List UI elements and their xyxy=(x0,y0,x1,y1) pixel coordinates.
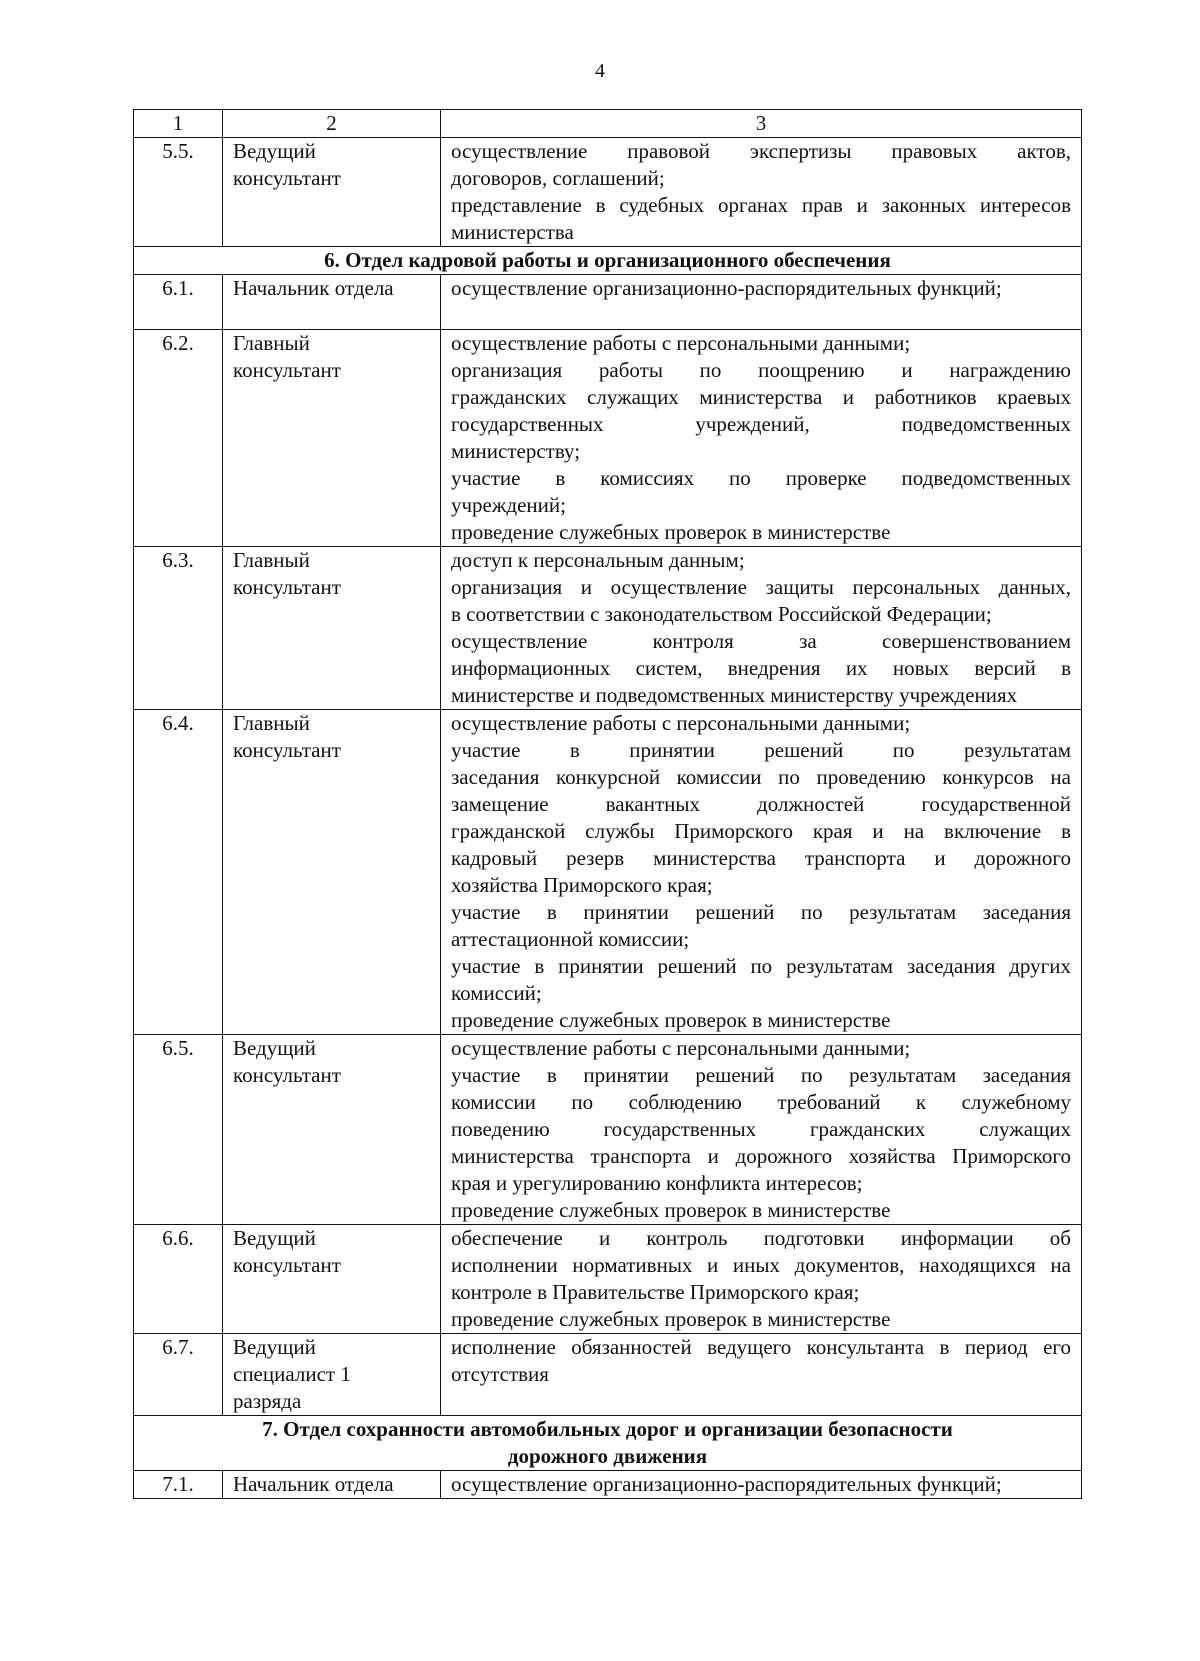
header-cell: 2 xyxy=(223,110,441,138)
position-line: Начальник отдела xyxy=(233,276,394,300)
section-heading-row xyxy=(134,1416,1082,1471)
duty-line: исполнении нормативных и иных документов, находящихся на xyxy=(451,1253,1071,1277)
item-number: 5.5. xyxy=(134,138,223,247)
duty-line: исполнение обязанностей ведущего консультанта в период его xyxy=(451,1335,1071,1359)
position-line: Ведущий xyxy=(233,139,316,163)
duty-line: участие в принятии решений по результатам заседания других xyxy=(451,954,1071,978)
item-number: 6.1. xyxy=(134,275,223,330)
position-cell xyxy=(223,1334,441,1416)
table-row xyxy=(134,1334,1082,1416)
duty-line: министерства xyxy=(451,220,574,244)
position-cell xyxy=(223,710,441,1035)
duty-line: организация и осуществление защиты персональных данных, xyxy=(451,575,1071,599)
duty-line: замещение вакантных должностей государственной xyxy=(451,792,1071,816)
duty-line: участие в принятии решений по результатам заседания xyxy=(451,1063,1071,1087)
duty-line: гражданской службы Приморского края и на включение в xyxy=(451,819,1071,843)
duties-cell xyxy=(441,547,1082,710)
duty-line: проведение служебных проверок в министерстве xyxy=(451,1008,891,1032)
duty-line: отсутствия xyxy=(451,1362,549,1386)
duties-cell xyxy=(441,1471,1082,1499)
duty-line: осуществление организационно-распорядительных функций; xyxy=(451,1472,1002,1496)
duty-line: осуществление организационно-распорядительных функций; xyxy=(451,276,1002,300)
position-cell xyxy=(223,1471,441,1499)
header-cell: 3 xyxy=(441,110,1082,138)
item-number: 6.2. xyxy=(134,330,223,547)
duty-line: заседания конкурсной комиссии по проведению конкурсов на xyxy=(451,765,1071,789)
duty-line xyxy=(451,1388,1071,1415)
position-cell xyxy=(223,1225,441,1334)
position-cell xyxy=(223,275,441,330)
duties-cell xyxy=(441,275,1082,330)
table-row xyxy=(134,1225,1082,1334)
duty-line: осуществление работы с персональными данными; xyxy=(451,711,911,735)
duty-line: организация работы по поощрению и награждению xyxy=(451,358,1071,382)
position-line: консультант xyxy=(233,358,341,382)
item-number: 6.5. xyxy=(134,1035,223,1225)
duty-line: проведение служебных проверок в министерстве xyxy=(451,1307,891,1331)
position-line: консультант xyxy=(233,1063,341,1087)
item-number: 6.6. xyxy=(134,1225,223,1334)
duty-line: осуществление работы с персональными данными; xyxy=(451,331,911,355)
position-line: Ведущий xyxy=(233,1335,316,1359)
position-cell xyxy=(223,547,441,710)
duties-cell xyxy=(441,330,1082,547)
duty-line: контроле в Правительстве Приморского края; xyxy=(451,1280,860,1304)
duty-line: гражданских служащих министерства и работников краевых xyxy=(451,385,1071,409)
duty-line: края и урегулированию конфликта интересов; xyxy=(451,1171,863,1195)
duty-line: осуществление правовой экспертизы правовых актов, xyxy=(451,139,1071,163)
section-title xyxy=(134,247,1082,275)
position-cell xyxy=(223,1035,441,1225)
duty-line: проведение служебных проверок в министерстве xyxy=(451,520,891,544)
duty-line: обеспечение и контроль подготовки информации об xyxy=(451,1226,1071,1250)
position-line: консультант xyxy=(233,166,341,190)
duty-line: участие в принятии решений по результатам заседания xyxy=(451,900,1071,924)
duty-line: государственных учреждений, подведомственных xyxy=(451,412,1071,436)
duties-table xyxy=(133,109,1082,1499)
duties-cell xyxy=(441,1334,1082,1416)
duty-line: осуществление работы с персональными данными; xyxy=(451,1036,911,1060)
duty-line: хозяйства Приморского края; xyxy=(451,873,713,897)
position-line: консультант xyxy=(233,1253,341,1277)
position-line: специалист 1 xyxy=(233,1362,351,1386)
item-number: 7.1. xyxy=(134,1471,223,1499)
position-line: консультант xyxy=(233,575,341,599)
duty-line: комиссий; xyxy=(451,981,542,1005)
position-cell xyxy=(223,138,441,247)
duty-line: участие в комиссиях по проверке подведомственных xyxy=(451,466,1071,490)
section-title-line: 6. Отдел кадровой работы и организационного обеспечения xyxy=(324,248,891,272)
duties-cell xyxy=(441,138,1082,247)
duty-line: министерства транспорта и дорожного хозяйства Приморского xyxy=(451,1144,1071,1168)
duty-line: договоров, соглашений; xyxy=(451,166,665,190)
position-line: консультант xyxy=(233,738,341,762)
table-row xyxy=(134,547,1082,710)
duty-line: учреждений; xyxy=(451,493,566,517)
table-row xyxy=(134,1471,1082,1499)
duty-line: аттестационной комиссии; xyxy=(451,927,690,951)
duties-cell xyxy=(441,710,1082,1035)
position-line: Главный xyxy=(233,711,310,735)
section-heading-row xyxy=(134,247,1082,275)
duty-line: информационных систем, внедрения их новых версий в xyxy=(451,656,1071,680)
position-line: Ведущий xyxy=(233,1226,316,1250)
position-line: Ведущий xyxy=(233,1036,316,1060)
table-header-row xyxy=(134,110,1082,138)
header-cell: 1 xyxy=(134,110,223,138)
table-row xyxy=(134,138,1082,247)
table-row xyxy=(134,710,1082,1035)
section-title xyxy=(134,1416,1082,1471)
table-row xyxy=(134,275,1082,330)
position-line: разряда xyxy=(233,1389,302,1413)
table-row xyxy=(134,1035,1082,1225)
position-line: Главный xyxy=(233,548,310,572)
duties-cell xyxy=(441,1225,1082,1334)
item-number: 6.3. xyxy=(134,547,223,710)
section-title-line: 7. Отдел сохранности автомобильных дорог и организации безопасности xyxy=(262,1417,953,1441)
position-cell xyxy=(223,330,441,547)
duties-cell xyxy=(441,1035,1082,1225)
duty-line: доступ к персональным данным; xyxy=(451,548,745,572)
duty-line: проведение служебных проверок в министерстве xyxy=(451,1198,891,1222)
duty-line: осуществление контроля за совершенствованием xyxy=(451,629,1071,653)
table-row xyxy=(134,330,1082,547)
page-number: 4 xyxy=(595,60,605,82)
duty-line: участие в принятии решений по результатам xyxy=(451,738,1071,762)
position-line: Начальник отдела xyxy=(233,1472,394,1496)
duty-line: поведению государственных гражданских служащих xyxy=(451,1117,1071,1141)
duty-line: комиссии по соблюдению требований к служебному xyxy=(451,1090,1071,1114)
duty-line: министерству; xyxy=(451,439,581,463)
duty-line: кадровый резерв министерства транспорта и дорожного xyxy=(451,846,1071,870)
duty-line: в соответствии с законодательством Российской Федерации; xyxy=(451,602,992,626)
duty-line xyxy=(451,302,1071,329)
section-title-line: дорожного движения xyxy=(507,1444,708,1468)
duty-line: министерстве и подведомственных министерству учреждениях xyxy=(451,683,1018,707)
item-number: 6.4. xyxy=(134,710,223,1035)
position-line: Главный xyxy=(233,331,310,355)
duty-line: представление в судебных органах прав и законных интересов xyxy=(451,193,1071,217)
item-number: 6.7. xyxy=(134,1334,223,1416)
